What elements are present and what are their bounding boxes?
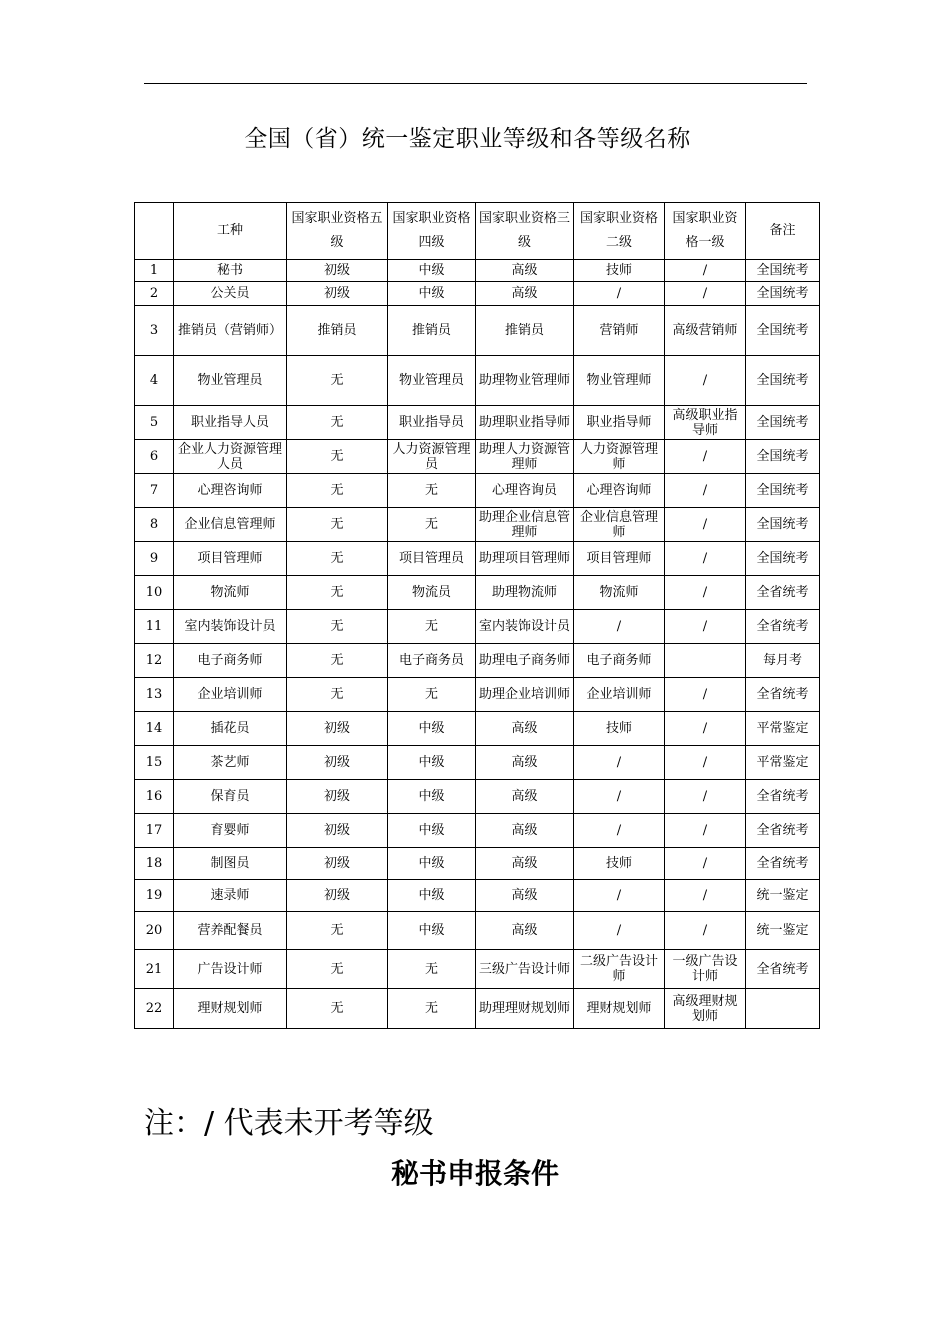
cell-occupation: 物流师: [174, 576, 287, 610]
header-level-1: 国家职业资格一级: [665, 203, 746, 260]
cell-level-1: /: [665, 542, 746, 576]
cell-level-5: 无: [287, 542, 388, 576]
cell-level-2: 二级广告设计师: [574, 950, 665, 989]
cell-level-1: 一级广告设计师: [665, 950, 746, 989]
cell-row-number: 7: [135, 474, 174, 508]
cell-level-1: /: [665, 260, 746, 282]
table-row: [135, 474, 820, 508]
cell-level-3: 助理物业管理师: [476, 356, 574, 406]
cell-level-1: /: [665, 282, 746, 306]
table-row: [135, 542, 820, 576]
cell-row-number: 1: [135, 260, 174, 282]
cell-occupation: 企业培训师: [174, 678, 287, 712]
cell-level-5: 无: [287, 474, 388, 508]
cell-level-3: 助理项目管理师: [476, 542, 574, 576]
cell-level-3: 助理企业培训师: [476, 678, 574, 712]
cell-level-2: /: [574, 912, 665, 950]
cell-level-4: 无: [388, 474, 476, 508]
cell-level-3: 高级: [476, 880, 574, 912]
table-row: [135, 989, 820, 1029]
cell-row-number: 19: [135, 880, 174, 912]
cell-row-number: 6: [135, 440, 174, 474]
cell-remarks: 全省统考: [746, 848, 820, 880]
cell-level-1: 高级营销师: [665, 306, 746, 356]
cell-level-5: 无: [287, 508, 388, 542]
cell-row-number: 14: [135, 712, 174, 746]
cell-level-1: /: [665, 912, 746, 950]
table-row: [135, 610, 820, 644]
table-row: [135, 678, 820, 712]
cell-level-2: 理财规划师: [574, 989, 665, 1029]
cell-level-2: 人力资源管理师: [574, 440, 665, 474]
cell-level-2: 项目管理师: [574, 542, 665, 576]
legend-note: 注：/ 代表未开考等级: [144, 1106, 434, 1141]
cell-occupation: 心理咨询师: [174, 474, 287, 508]
cell-occupation: 保育员: [174, 780, 287, 814]
cell-level-4: 物业管理员: [388, 356, 476, 406]
table-row: [135, 848, 820, 880]
table-row: [135, 282, 820, 306]
table-row: [135, 950, 820, 989]
table-header-row: [135, 203, 820, 260]
cell-row-number: 3: [135, 306, 174, 356]
cell-level-4: 无: [388, 678, 476, 712]
table-row: [135, 260, 820, 282]
cell-level-3: 高级: [476, 780, 574, 814]
cell-remarks: 全省统考: [746, 678, 820, 712]
occupation-grade-table: [134, 202, 820, 1029]
cell-level-4: 中级: [388, 712, 476, 746]
cell-level-3: 助理企业信息管理师: [476, 508, 574, 542]
cell-level-4: 无: [388, 610, 476, 644]
cell-level-4: 中级: [388, 282, 476, 306]
cell-remarks: [746, 989, 820, 1029]
cell-level-2: /: [574, 746, 665, 780]
cell-level-2: /: [574, 282, 665, 306]
cell-occupation: 广告设计师: [174, 950, 287, 989]
table-row: [135, 780, 820, 814]
cell-row-number: 8: [135, 508, 174, 542]
cell-level-3: 高级: [476, 712, 574, 746]
table-row: [135, 406, 820, 440]
cell-remarks: 统一鉴定: [746, 880, 820, 912]
table-row: [135, 912, 820, 950]
cell-level-2: 职业指导师: [574, 406, 665, 440]
cell-level-2: /: [574, 780, 665, 814]
cell-remarks: 全国统考: [746, 260, 820, 282]
cell-level-4: 中级: [388, 880, 476, 912]
cell-level-3: 高级: [476, 848, 574, 880]
cell-row-number: 17: [135, 814, 174, 848]
section-heading: 秘书申报条件: [390, 1157, 559, 1190]
cell-row-number: 21: [135, 950, 174, 989]
cell-row-number: 16: [135, 780, 174, 814]
cell-occupation: 企业人力资源管理人员: [174, 440, 287, 474]
table-row: [135, 712, 820, 746]
cell-occupation: 项目管理师: [174, 542, 287, 576]
cell-occupation: 企业信息管理师: [174, 508, 287, 542]
header-remarks: 备注: [746, 203, 820, 260]
cell-level-2: 技师: [574, 712, 665, 746]
cell-level-5: 无: [287, 440, 388, 474]
cell-level-4: 无: [388, 508, 476, 542]
header-rule: [144, 83, 807, 84]
cell-row-number: 2: [135, 282, 174, 306]
cell-level-3: 高级: [476, 912, 574, 950]
cell-level-5: 无: [287, 644, 388, 678]
cell-level-4: 中级: [388, 912, 476, 950]
cell-occupation: 电子商务师: [174, 644, 287, 678]
header-level-4: 国家职业资格四级: [388, 203, 476, 260]
table-row: [135, 880, 820, 912]
cell-remarks: 全国统考: [746, 282, 820, 306]
cell-level-3: 三级广告设计师: [476, 950, 574, 989]
cell-level-1: /: [665, 678, 746, 712]
cell-remarks: 全省统考: [746, 576, 820, 610]
cell-remarks: 平常鉴定: [746, 746, 820, 780]
cell-occupation: 物业管理员: [174, 356, 287, 406]
cell-level-5: 推销员: [287, 306, 388, 356]
cell-level-1: /: [665, 848, 746, 880]
header-occupation: 工种: [174, 203, 287, 260]
cell-level-2: /: [574, 880, 665, 912]
cell-level-2: 物流师: [574, 576, 665, 610]
cell-level-4: 职业指导员: [388, 406, 476, 440]
cell-level-4: 推销员: [388, 306, 476, 356]
cell-level-5: 初级: [287, 282, 388, 306]
table-row: [135, 746, 820, 780]
cell-occupation: 推销员（营销师）: [174, 306, 287, 356]
cell-level-3: 助理职业指导师: [476, 406, 574, 440]
cell-level-4: 无: [388, 989, 476, 1029]
cell-level-5: 无: [287, 406, 388, 440]
cell-remarks: 全省统考: [746, 950, 820, 989]
header-level-2: 国家职业资格二级: [574, 203, 665, 260]
cell-level-4: 中级: [388, 814, 476, 848]
cell-remarks: 全省统考: [746, 814, 820, 848]
header-level-3: 国家职业资格三级: [476, 203, 574, 260]
cell-occupation: 茶艺师: [174, 746, 287, 780]
cell-level-5: 初级: [287, 260, 388, 282]
cell-remarks: 全国统考: [746, 474, 820, 508]
table-row: [135, 306, 820, 356]
table-row: [135, 814, 820, 848]
cell-remarks: 全国统考: [746, 508, 820, 542]
cell-level-4: 中级: [388, 848, 476, 880]
cell-level-3: 推销员: [476, 306, 574, 356]
cell-level-1: /: [665, 814, 746, 848]
cell-level-2: 心理咨询师: [574, 474, 665, 508]
cell-level-2: /: [574, 610, 665, 644]
cell-level-5: 初级: [287, 848, 388, 880]
cell-remarks: 全省统考: [746, 610, 820, 644]
cell-level-3: 室内装饰设计员: [476, 610, 574, 644]
cell-remarks: 全国统考: [746, 306, 820, 356]
cell-level-5: 无: [287, 989, 388, 1029]
cell-remarks: 全国统考: [746, 440, 820, 474]
cell-level-3: 助理物流师: [476, 576, 574, 610]
cell-level-1: /: [665, 576, 746, 610]
cell-level-1: /: [665, 746, 746, 780]
cell-row-number: 10: [135, 576, 174, 610]
cell-level-4: 物流员: [388, 576, 476, 610]
cell-level-1: /: [665, 712, 746, 746]
cell-remarks: 全省统考: [746, 780, 820, 814]
cell-level-3: 助理电子商务师: [476, 644, 574, 678]
cell-level-4: 中级: [388, 260, 476, 282]
cell-row-number: 5: [135, 406, 174, 440]
table-row: [135, 508, 820, 542]
cell-level-1: /: [665, 474, 746, 508]
cell-level-5: 无: [287, 912, 388, 950]
cell-level-3: 高级: [476, 282, 574, 306]
cell-level-3: 助理理财规划师: [476, 989, 574, 1029]
cell-level-1: /: [665, 440, 746, 474]
cell-level-5: 初级: [287, 746, 388, 780]
cell-level-4: 中级: [388, 746, 476, 780]
cell-level-4: 电子商务员: [388, 644, 476, 678]
cell-occupation: 育婴师: [174, 814, 287, 848]
cell-level-1: 高级职业指导师: [665, 406, 746, 440]
cell-remarks: 统一鉴定: [746, 912, 820, 950]
page-title: 全国（省）统一鉴定职业等级和各等级名称: [244, 126, 691, 152]
cell-level-2: 物业管理师: [574, 356, 665, 406]
cell-level-5: 初级: [287, 712, 388, 746]
header-row-number: [135, 203, 174, 260]
cell-level-3: 高级: [476, 746, 574, 780]
cell-remarks: 每月考: [746, 644, 820, 678]
cell-remarks: 全国统考: [746, 356, 820, 406]
cell-level-5: 无: [287, 678, 388, 712]
cell-level-1: 高级理财规划师: [665, 989, 746, 1029]
cell-remarks: 全国统考: [746, 406, 820, 440]
cell-occupation: 理财规划师: [174, 989, 287, 1029]
table-row: [135, 644, 820, 678]
cell-remarks: 全国统考: [746, 542, 820, 576]
cell-occupation: 秘书: [174, 260, 287, 282]
cell-occupation: 室内装饰设计员: [174, 610, 287, 644]
cell-level-1: /: [665, 880, 746, 912]
cell-row-number: 4: [135, 356, 174, 406]
cell-level-1: /: [665, 356, 746, 406]
cell-level-3: 高级: [476, 260, 574, 282]
cell-occupation: 营养配餐员: [174, 912, 287, 950]
cell-level-1: /: [665, 610, 746, 644]
cell-remarks: 平常鉴定: [746, 712, 820, 746]
cell-occupation: 公关员: [174, 282, 287, 306]
cell-level-2: 技师: [574, 848, 665, 880]
cell-occupation: 职业指导人员: [174, 406, 287, 440]
cell-level-2: 企业培训师: [574, 678, 665, 712]
cell-row-number: 11: [135, 610, 174, 644]
cell-occupation: 速录师: [174, 880, 287, 912]
table-row: [135, 440, 820, 474]
cell-level-1: /: [665, 780, 746, 814]
table-row: [135, 356, 820, 406]
cell-level-2: 技师: [574, 260, 665, 282]
cell-row-number: 22: [135, 989, 174, 1029]
cell-row-number: 13: [135, 678, 174, 712]
cell-level-3: 心理咨询员: [476, 474, 574, 508]
header-level-5: 国家职业资格五级: [287, 203, 388, 260]
cell-level-5: 无: [287, 950, 388, 989]
cell-level-5: 无: [287, 356, 388, 406]
cell-level-2: /: [574, 814, 665, 848]
cell-level-3: 高级: [476, 814, 574, 848]
cell-level-4: 中级: [388, 780, 476, 814]
cell-level-5: 初级: [287, 780, 388, 814]
cell-row-number: 18: [135, 848, 174, 880]
cell-level-5: 初级: [287, 880, 388, 912]
cell-level-1: /: [665, 508, 746, 542]
cell-row-number: 12: [135, 644, 174, 678]
cell-level-1: [665, 644, 746, 678]
cell-level-3: 助理人力资源管理师: [476, 440, 574, 474]
cell-level-5: 初级: [287, 814, 388, 848]
cell-level-2: 营销师: [574, 306, 665, 356]
cell-row-number: 15: [135, 746, 174, 780]
table-row: [135, 576, 820, 610]
cell-level-5: 无: [287, 576, 388, 610]
cell-level-4: 人力资源管理员: [388, 440, 476, 474]
cell-row-number: 20: [135, 912, 174, 950]
cell-row-number: 9: [135, 542, 174, 576]
cell-occupation: 插花员: [174, 712, 287, 746]
cell-occupation: 制图员: [174, 848, 287, 880]
cell-level-5: 无: [287, 610, 388, 644]
cell-level-4: 无: [388, 950, 476, 989]
cell-level-4: 项目管理员: [388, 542, 476, 576]
cell-level-2: 电子商务师: [574, 644, 665, 678]
cell-level-2: 企业信息管理师: [574, 508, 665, 542]
